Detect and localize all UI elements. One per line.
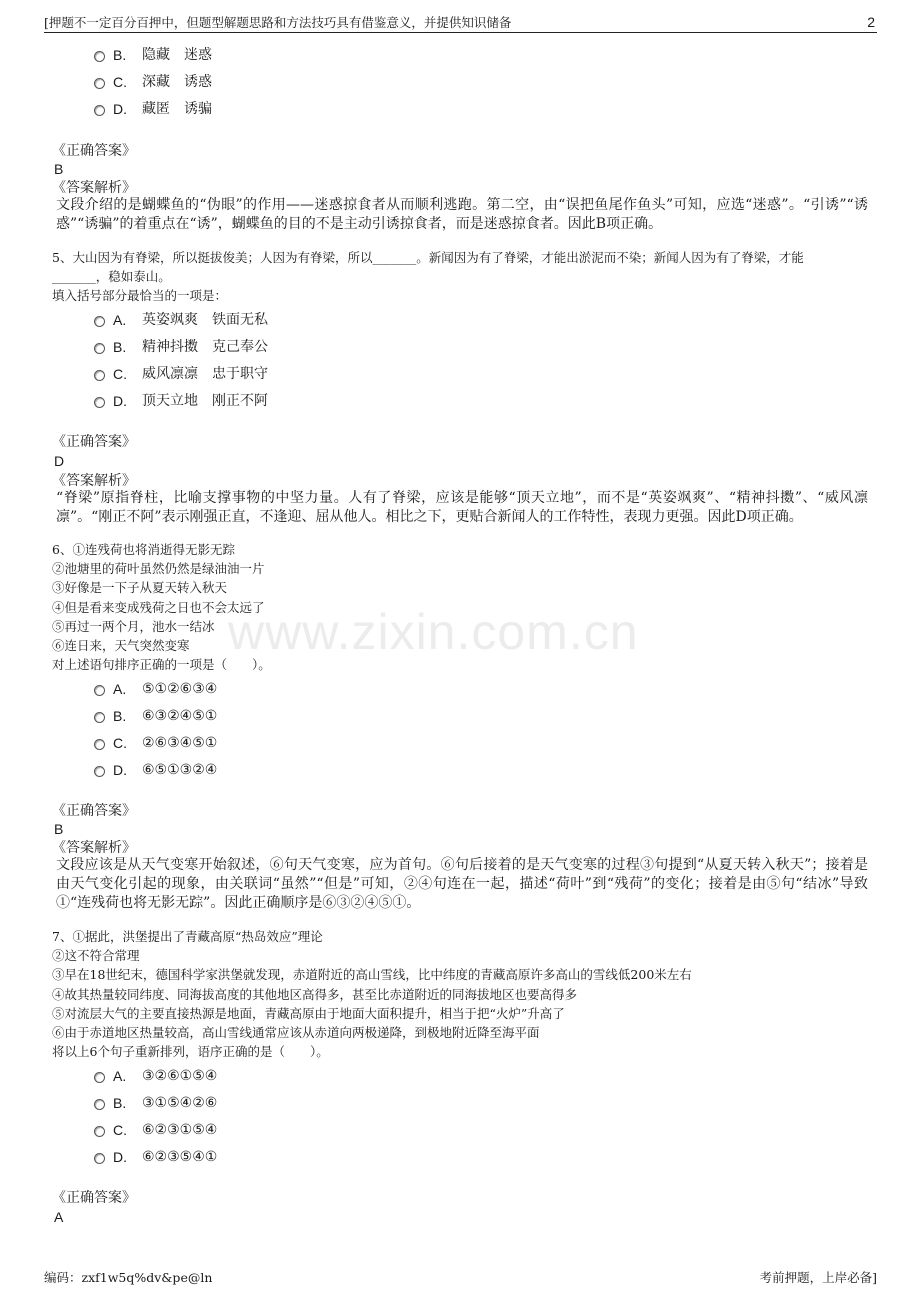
- radio-icon[interactable]: [94, 1072, 105, 1083]
- q5-analysis-label: 《答案解析》: [52, 473, 136, 489]
- q7-line-4: ④故其热量较同纬度、同海拔高度的其他地区高得多，甚至比赤道附近的同海拔地区也要高得多: [52, 987, 578, 1002]
- page-number: 2: [867, 14, 875, 30]
- q7-answer-label: 《正确答案》: [52, 1190, 136, 1206]
- radio-icon[interactable]: [94, 397, 105, 408]
- q6-line-2: ②池塘里的荷叶虽然仍然是绿油油一片: [52, 561, 265, 576]
- header-note: [押题不一定百分百押中，但题型解题思路和方法技巧具有借鉴意义，并提供知识储备: [44, 15, 512, 30]
- q6-answer: B: [54, 821, 64, 837]
- q4-answer: B: [54, 161, 64, 177]
- q6-line-4: ④但是看来变成残荷之日也不会太远了: [52, 600, 265, 615]
- radio-icon[interactable]: [94, 316, 105, 327]
- q5-analysis: “脊梁”原指脊柱，比喻支撑事物的中坚力量。人有了脊梁，应该是能够“顶天立地”，而不是“英姿飒爽”、“精神抖擞”、“威风凛凛”。“刚正不阿”表示刚强正直，不逢迎、屈从他人。相比之下，更贴合新闻人的工作特性，表现力更强。因此D项正确。: [56, 490, 868, 525]
- radio-icon[interactable]: [94, 51, 105, 62]
- q4-answer-label: 《正确答案》: [52, 143, 136, 159]
- q7-answer: A: [54, 1209, 64, 1225]
- radio-icon[interactable]: [94, 685, 105, 696]
- q7-line-5: ⑤对流层大气的主要直接热源是地面，青藏高原由于地面大面积提升，相当于把“火炉”升高了: [52, 1006, 565, 1021]
- page-header: [44, 14, 877, 33]
- q5-stem-line1: 5、大山因为有脊梁，所以挺拔俊美；人因为有脊梁，所以_______。新闻因为有了脊梁，才能出淤泥而不染；新闻人因为有了脊梁，才能: [52, 250, 804, 265]
- q5-answer: D: [54, 453, 65, 469]
- radio-icon[interactable]: [94, 105, 105, 116]
- q4-analysis-label: 《答案解析》: [52, 180, 136, 196]
- q6-prompt: 对上述语句排序正确的一项是（ ）。: [52, 657, 271, 672]
- radio-icon[interactable]: [94, 739, 105, 750]
- radio-icon[interactable]: [94, 766, 105, 777]
- q7-line-2: ②这不符合常理: [52, 948, 140, 963]
- q7-line-6: ⑥由于赤道地区热量较高，高山雪线通常应该从赤道向两极递降，到极地附近降至海平面: [52, 1025, 540, 1040]
- q4-analysis: 文段介绍的是蝴蝶鱼的“伪眼”的作用——迷惑掠食者从而顺利逃跑。第二空，由“误把鱼尾作鱼头”可知，应选“迷惑”。“引诱”“诱惑”“诱骗”的着重点在“诱”，蝴蝶鱼的目的不是主动引诱掠食者，而是迷惑掠食者。因此B项正确。: [56, 197, 868, 232]
- radio-icon[interactable]: [94, 343, 105, 354]
- q5-prompt: 填入括号部分最恰当的一项是：: [52, 288, 228, 303]
- q6-line-3: ③好像是一下子从夏天转入秋天: [52, 580, 228, 595]
- q7-line-3: ③早在18世纪末，德国科学家洪堡就发现，赤道附近的高山雪线，比中纬度的青藏高原许多高山的雪线低200米左右: [52, 967, 692, 982]
- q6-line-1: 6、①连残荷也将消逝得无影无踪: [52, 542, 235, 557]
- radio-icon[interactable]: [94, 78, 105, 89]
- q6-line-6: ⑥连日来，天气突然变寒: [52, 638, 190, 653]
- q7-line-1: 7、①据此，洪堡提出了青藏高原“热岛效应”理论: [52, 929, 323, 944]
- q5-answer-label: 《正确答案》: [52, 434, 136, 450]
- radio-icon[interactable]: [94, 1126, 105, 1137]
- q6-line-5: ⑤再过一两个月，池水一结冰: [52, 619, 215, 634]
- q6-analysis-label: 《答案解析》: [52, 840, 136, 856]
- q5-stem-line2: _______，稳如泰山。: [52, 269, 171, 284]
- footer-code: 编码：zxf1w5q%dv&pe@ln: [44, 1270, 213, 1285]
- q6-answer-label: 《正确答案》: [52, 803, 136, 819]
- radio-icon[interactable]: [94, 712, 105, 723]
- watermark: www.zixin.com.cn: [228, 604, 639, 660]
- radio-icon[interactable]: [94, 1153, 105, 1164]
- footer-slogan: 考前押题，上岸必备]: [759, 1270, 877, 1285]
- q6-analysis: 文段应该是从天气变寒开始叙述，⑥句天气变寒，应为首句。⑥句后接着的是天气变寒的过程③句提到“从夏天转入秋天”；接着是由天气变化引起的现象，由关联词“虽然”“但是”可知，②④句连在一起，描述“荷叶”到“残荷”的变化；接着是由⑤句“结冰”导致①“连残荷也将无影无踪”。因此正确顺序是⑥③②④⑤①。: [56, 857, 868, 911]
- q7-prompt: 将以上6个句子重新排列，语序正确的是（ ）。: [52, 1044, 329, 1059]
- radio-icon[interactable]: [94, 370, 105, 381]
- radio-icon[interactable]: [94, 1099, 105, 1110]
